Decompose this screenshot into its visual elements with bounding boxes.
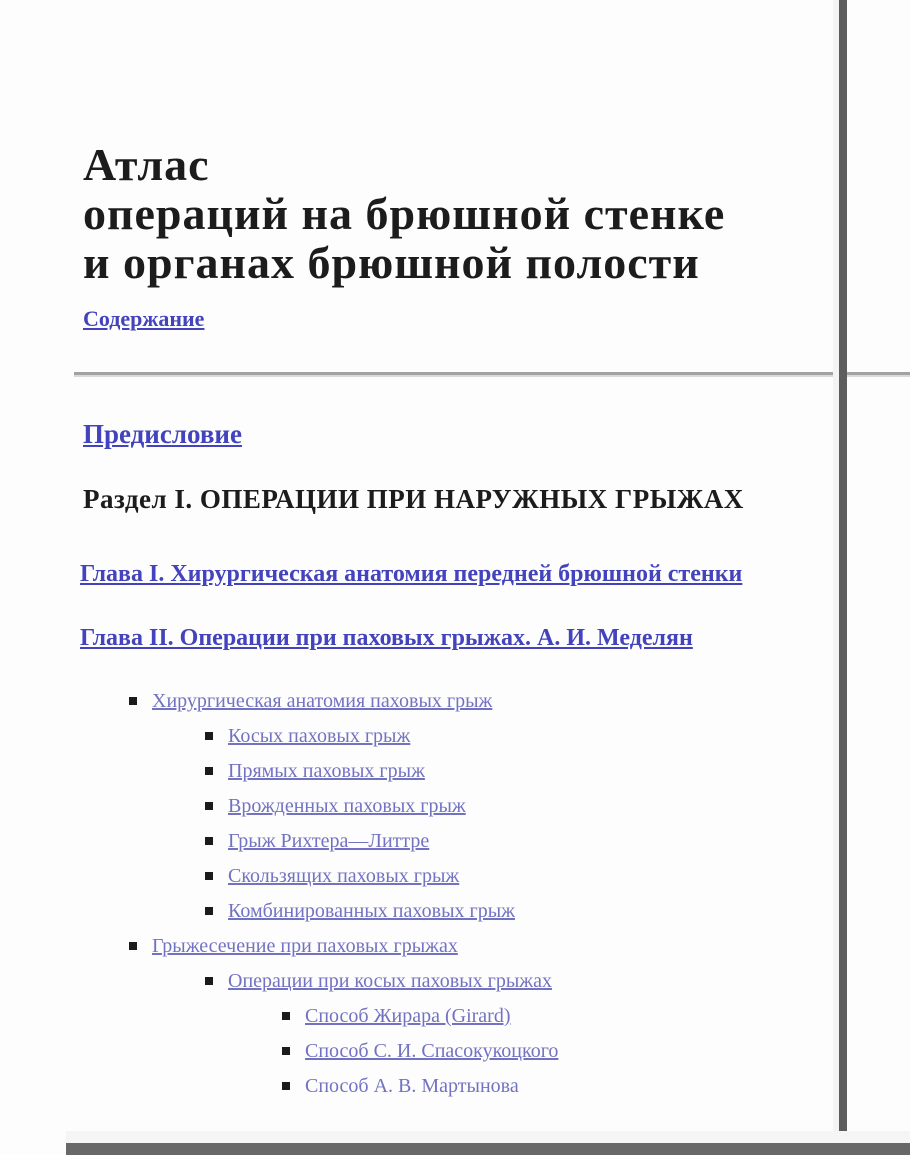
toc-link-surgical-anatomy[interactable]: Хирургическая анатомия паховых грыж [152,690,493,712]
page-title [83,140,725,287]
list-item [228,964,558,1104]
chapter-1-link[interactable]: Глава I. Хирургическая анатомия передней брюшной стенки [80,561,743,587]
list-item [228,824,558,859]
list-item [228,754,558,789]
toc-link-direct-hernias[interactable]: Прямых паховых грыж [228,760,425,782]
toc-link-oblique-operations[interactable]: Операции при косых паховых грыжах [228,970,552,992]
bottom-border-bar [66,1143,910,1155]
toc-link-congenital-hernias[interactable]: Врожденных паховых грыж [228,795,466,817]
list-item [305,1069,558,1104]
toc-link-oblique-hernias[interactable]: Косых паховых грыж [228,725,411,747]
list-item [228,789,558,824]
toc-link-martynov-method[interactable]: Способ А. В. Мартынова [305,1075,519,1097]
list-item [152,929,558,1104]
section-heading: Раздел I. ОПЕРАЦИИ ПРИ НАРУЖНЫХ ГРЫЖАХ [83,484,744,514]
toc-list [83,684,558,1104]
toc-link-sliding-hernias[interactable]: Скользящих паховых грыж [228,865,460,887]
page-title-line-1: Атлас [83,139,210,190]
contents-link[interactable]: Содержание [83,306,205,331]
list-item [228,894,558,929]
preface-link[interactable]: Предисловие [83,419,242,449]
list-item [305,999,558,1034]
chapter-2-link[interactable]: Глава II. Операции при паховых грыжах. А. И. Меделян [80,625,693,651]
right-border-line [839,0,847,1143]
list-item [228,859,558,894]
toc-link-spasokukotsky-method[interactable]: Способ С. И. Спасокукоцкого [305,1040,559,1062]
page-title-line-2: операций на брюшной стенке [83,188,726,239]
list-item [228,719,558,754]
list-item [305,1034,558,1069]
list-item [152,684,558,929]
toc-link-herniotomy[interactable]: Грыжесечение при паховых грыжах [152,935,458,957]
toc-link-combined-hernias[interactable]: Комбинированных паховых грыж [228,900,515,922]
page-title-line-3: и органах брюшной полости [83,237,700,288]
toc-link-richter-littre-hernias[interactable]: Грыж Рихтера—Литтре [228,830,430,852]
bottom-border-halo [66,1131,910,1143]
horizontal-rule [74,372,910,375]
toc-link-girard-method[interactable]: Способ Жирара (Girard) [305,1005,511,1027]
